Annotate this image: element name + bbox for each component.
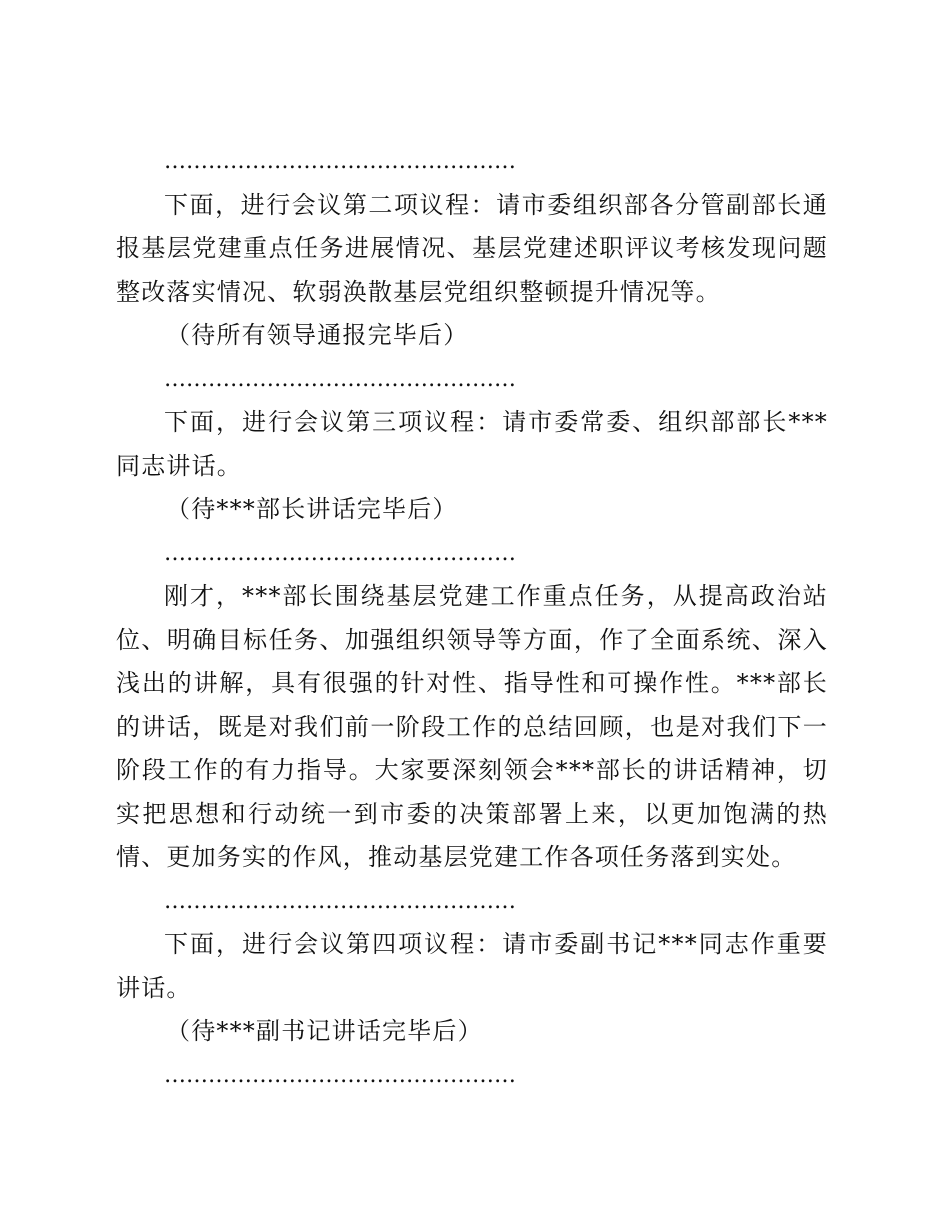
summary-paragraph: 刚才，***部长围绕基层党建工作重点任务，从提高政治站位、明确目标任务、加强组织领导等方面，作了全面系统、深入浅出的讲解，具有很强的针对性、指导性和可操作性。***部长的讲话，既是对我们前一阶段工作的总结回顾，也是对我们下一阶段工作的有力指导。大家要深刻领会***部长的讲话精神，切实把思想和行动统一到市委的决策部署上来，以更加饱满的热情、更加务实的作风，推动基层党建工作各项任务落到实处。 — [116, 582, 828, 871]
stage-note: （待所有领导通报完毕后） — [166, 321, 469, 349]
document-body — [116, 140, 828, 1097]
ellipsis-separator: ………………………………………… — [164, 1062, 516, 1088]
ellipsis-separator: ………………………………………… — [164, 149, 516, 174]
ellipsis-separator: ………………………………………… — [164, 888, 516, 914]
stage-note: （待***部长讲话完毕后） — [166, 495, 458, 523]
agenda-item-4-paragraph: 下面，进行会议第四项议程：请市委副书记***同志作重要讲话。 — [116, 930, 828, 1002]
ellipsis-separator: ………………………………………… — [164, 366, 516, 392]
agenda-item-3-paragraph: 下面，进行会议第三项议程：请市委常委、组织部部长***同志讲话。 — [116, 408, 828, 480]
agenda-item-2-paragraph: 下面，进行会议第二项议程：请市委组织部各分管副部长通报基层党建重点任务进展情况、基层党建述职评议考核发现问题整改落实情况、软弱涣散基层党组织整顿提升情况等。 — [116, 190, 828, 306]
stage-note: （待***副书记讲话完毕后） — [166, 1017, 483, 1045]
ellipsis-separator: ………………………………………… — [164, 540, 516, 566]
